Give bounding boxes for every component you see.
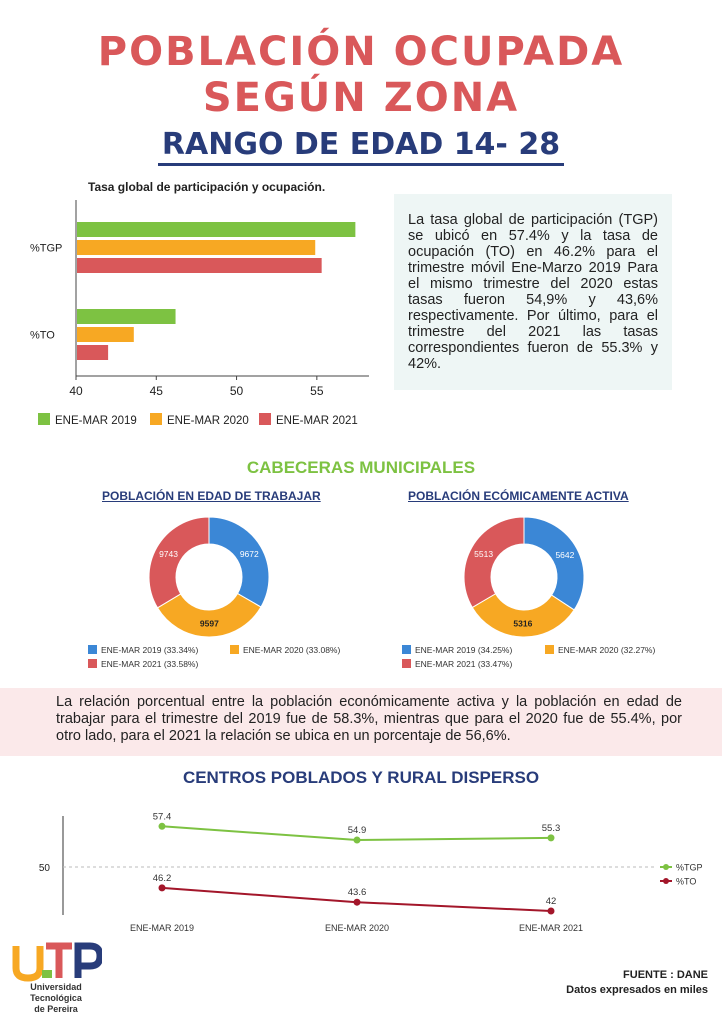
line-data-label: 43.6 (347, 887, 367, 899)
line-point (354, 899, 361, 906)
line-point (548, 834, 555, 841)
bar-category-label: %TO (30, 329, 55, 342)
bar-to-3 (77, 345, 108, 360)
donut-value-label: 5513 (474, 548, 494, 559)
bar-category-label: %TGP (30, 242, 63, 255)
line-x-tick-label: ENE-MAR 2019 (129, 923, 195, 933)
donut-value-label: 9597 (199, 618, 219, 629)
donut-legend-swatch (88, 659, 97, 668)
bar-x-tick-label: 45 (149, 384, 163, 398)
line-legend-marker (663, 864, 669, 870)
line-x-tick-label: ENE-MAR 2020 (324, 923, 390, 933)
bar-legend-label: ENE-MAR 2019 (55, 415, 137, 427)
logo-line2: de Pereira (34, 1004, 78, 1014)
bar-legend-swatch (38, 413, 50, 425)
bar-chart-title: Tasa global de participación y ocupación. (88, 180, 326, 194)
donut-slice (149, 517, 209, 608)
donut-legend-label: ENE-MAR 2021 (33.58%) (101, 659, 199, 669)
line-x-tick-label: ENE-MAR 2021 (518, 923, 584, 933)
line-legend-label: %TO (676, 876, 697, 887)
logo-line1: Universidad Tecnológica (30, 982, 82, 1003)
donut-legend-swatch (230, 645, 239, 654)
line-chart (0, 800, 722, 945)
relation-box (0, 688, 722, 756)
logo-text (10, 982, 102, 1015)
line-point (159, 823, 166, 830)
donut-value-label: 9743 (159, 549, 179, 560)
donut-slice (524, 517, 584, 610)
line-y-tick-label: 50 (38, 863, 50, 874)
section-centros-title: CENTROS POBLADOS Y RURAL DISPERSO (182, 768, 540, 787)
page-title-line2: SEGÚN ZONA (202, 75, 520, 121)
donut2-title: POBLACIÓN ECÓMICAMENTE ACTIVA (408, 489, 629, 503)
line-data-label: 55.3 (541, 822, 561, 834)
donut-legend-label: ENE-MAR 2020 (33.08%) (243, 645, 341, 655)
line-legend-label: %TGP (676, 862, 703, 873)
relation-text: La relación porcentual entre la población económicamente activa y la población en edad de trabajar para el trimestre del 2019 fue de 58.3%, mientras que para el 2020 fue de 55.4%, por otro lado, para el 2021 la relación se ubica en un porcentaje de 56,6%. (56, 694, 682, 744)
bar-tgp-1 (77, 222, 355, 237)
bar-legend-swatch (259, 413, 271, 425)
bar-to-2 (77, 327, 134, 342)
line-data-label: 57.4 (152, 811, 172, 823)
donut-legend-swatch (545, 645, 554, 654)
donut-legend-swatch (88, 645, 97, 654)
donut-legend-label: ENE-MAR 2019 (34.25%) (415, 645, 513, 655)
page-title-line1: POBLACIÓN OCUPADA (97, 29, 625, 75)
line-data-label: 54.9 (347, 825, 367, 837)
donut-legend-label: ENE-MAR 2021 (33.47%) (415, 659, 513, 669)
line-data-label: 42 (545, 896, 557, 907)
bar-legend-swatch (150, 413, 162, 425)
bar-x-tick-label: 50 (229, 384, 244, 398)
donut-legend-swatch (402, 645, 411, 654)
line-point (159, 884, 166, 891)
donut-chart-pet (80, 505, 360, 685)
donut1-title: POBLACIÓN EN EDAD DE TRABAJAR (102, 489, 321, 503)
donut-slice (209, 517, 269, 607)
bar-chart (0, 190, 390, 440)
donut-slice (472, 594, 574, 637)
donut-value-label: 5642 (555, 549, 575, 560)
line-data-label: 46.2 (152, 872, 172, 884)
line-point (548, 908, 555, 915)
subtitle-text: RANGO DE EDAD 14- 28 (158, 127, 564, 166)
line-point (354, 837, 361, 844)
bar-legend-label: ENE-MAR 2020 (167, 415, 249, 427)
bar-tgp-3 (77, 258, 322, 273)
donut-slice (158, 594, 261, 637)
donut-legend-label: ENE-MAR 2020 (32.27%) (558, 645, 656, 655)
donut-chart-pea (390, 505, 690, 685)
donut-slice (464, 517, 524, 607)
bar-legend-label: ENE-MAR 2021 (276, 415, 358, 427)
bar-x-tick-label: 55 (310, 384, 324, 398)
donut-value-label: 5316 (513, 618, 533, 629)
utp-logo-icon (12, 940, 102, 982)
section-cabeceras-title: CABECERAS MUNICIPALES (246, 458, 476, 477)
page-subtitle (0, 128, 722, 162)
line-legend-marker (663, 878, 669, 884)
bar-tgp-2 (77, 240, 315, 255)
info-text: La tasa global de participación (TGP) se ubicó en 57.4% y la tasa de ocupación (TO) en 46.2% para el trimestre móvil Ene-Marzo 2019 Para el mismo trimestre del 2020 estas tasas fueron 54,9% y 43,6% respectivamente. Por último, para el trimestre del 2021 las tasas correspondientes fueron de 55.3% y 42%. (408, 212, 658, 372)
bar-x-tick-label: 40 (69, 384, 83, 398)
donut-value-label: 9672 (239, 548, 259, 559)
donut-legend-label: ENE-MAR 2019 (33.34%) (101, 645, 199, 655)
info-box (394, 194, 672, 390)
fuente-label: FUENTE : DANE (623, 969, 708, 981)
footer-source (566, 968, 708, 998)
bar-to-1 (77, 309, 176, 324)
donut-legend-swatch (402, 659, 411, 668)
units-note: Datos expresados en miles (566, 984, 708, 996)
